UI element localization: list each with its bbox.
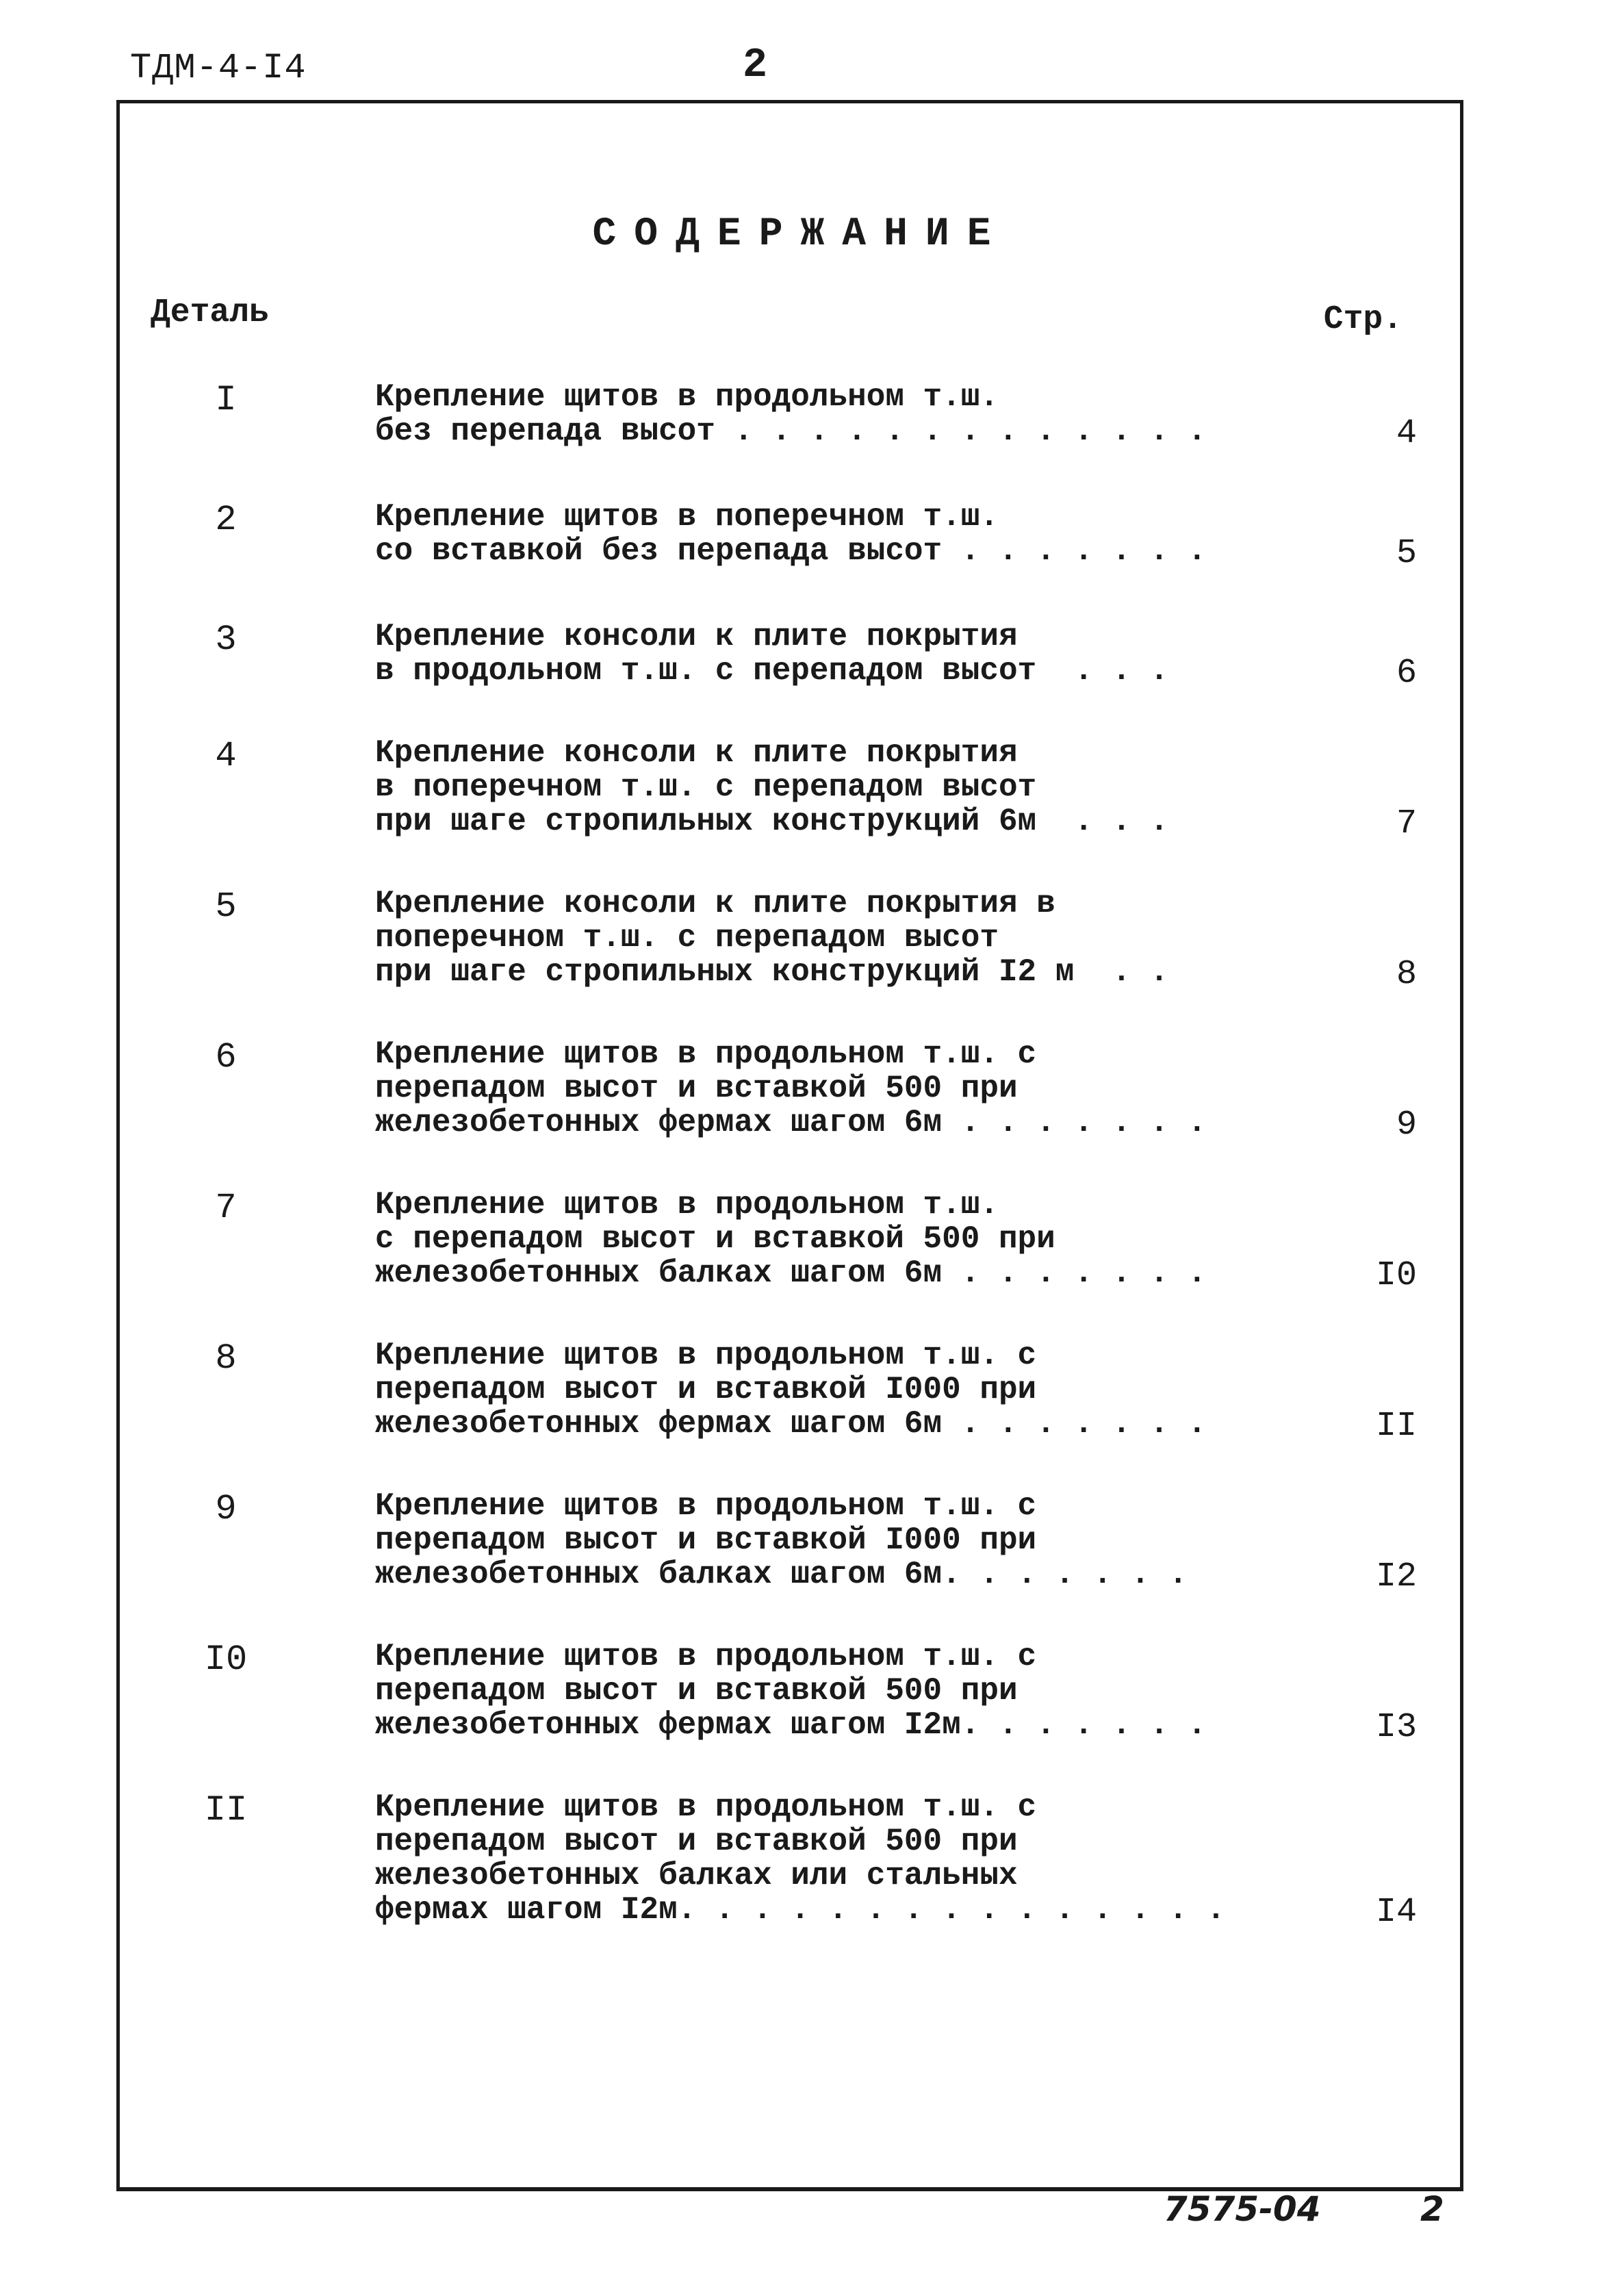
toc-entry-number: 9	[215, 1489, 237, 1529]
toc-entry-text	[375, 736, 1292, 839]
toc-entry-line: поперечном т.ш. с перепадом высот	[375, 920, 999, 956]
toc-entry-line: фермах шагом I2м. . . . . . . . . . . . . . .	[375, 1892, 1226, 1928]
toc-entry-line: железобетонных фермах шагом 6м . . . . . . .	[375, 1406, 1207, 1442]
toc-entry-text	[375, 500, 1292, 568]
toc-entry-text	[375, 1338, 1292, 1441]
toc-entry-number: 8	[215, 1338, 237, 1379]
toc-entry-line: перепадом высот и вставкой 500 при	[375, 1824, 1018, 1859]
toc-entry-page: I3	[1375, 1708, 1417, 1747]
toc-entry-line: Крепление щитов в продольном т.ш.	[375, 1187, 999, 1223]
sheet-number: 2	[743, 42, 768, 89]
page-title: СОДЕРЖАНИЕ	[592, 212, 1009, 257]
toc-entry-text	[375, 1790, 1292, 1927]
toc-entry-line: Крепление щитов в продольном т.ш. с	[375, 1639, 1037, 1674]
toc-entry-line: перепадом высот и вставкой 500 при	[375, 1071, 1018, 1106]
toc-entry-text	[375, 1188, 1292, 1290]
toc-entry-text	[375, 620, 1292, 688]
toc-entry-text	[375, 886, 1292, 989]
toc-entry-line: перепадом высот и вставкой I000 при	[375, 1372, 1037, 1407]
toc-entry-page: 4	[1396, 414, 1417, 453]
toc-entry-line: железобетонных балках шагом 6м . . . . . . .	[375, 1255, 1207, 1291]
toc-entry-line: перепадом высот и вставкой I000 при	[375, 1522, 1037, 1558]
toc-entry-page: I4	[1375, 1893, 1417, 1932]
toc-entry-number: 4	[215, 736, 237, 776]
toc-entry-text	[375, 1489, 1292, 1592]
toc-entry-text	[375, 1640, 1292, 1742]
toc-entry-line: Крепление щитов в поперечном т.ш.	[375, 499, 999, 535]
toc-entry-line: Крепление щитов в продольном т.ш.	[375, 379, 999, 415]
toc-entry-page: 7	[1396, 804, 1417, 843]
toc-entry-line: Крепление консоли к плите покрытия в	[375, 886, 1055, 921]
toc-entry-line: Крепление консоли к плите покрытия	[375, 619, 1018, 654]
toc-entry-line: Крепление щитов в продольном т.ш. с	[375, 1338, 1037, 1373]
toc-entry-page: I0	[1375, 1256, 1417, 1295]
toc-entry-page: 9	[1396, 1106, 1417, 1145]
toc-entry-page: I2	[1375, 1557, 1417, 1596]
toc-entry-page: 8	[1396, 955, 1417, 994]
archive-sheet-number: 2	[1420, 2189, 1444, 2229]
toc-entry-line: без перепада высот . . . . . . . . . . . . .	[375, 413, 1207, 449]
toc-entry-line: железобетонных балках или стальных	[375, 1858, 1018, 1893]
toc-entry-line: со вставкой без перепада высот . . . . . . .	[375, 533, 1207, 569]
toc-entry-line: Крепление консоли к плите покрытия	[375, 735, 1018, 771]
toc-entry-page: II	[1375, 1407, 1417, 1446]
toc-entry-number: I	[215, 380, 237, 420]
document-code: ТДМ-4-I4	[130, 48, 307, 88]
toc-entry-text	[375, 1037, 1292, 1140]
toc-entry-line: в продольном т.ш. с перепадом высот . . .	[375, 653, 1169, 689]
toc-entry-number: I0	[204, 1640, 248, 1680]
toc-entry-line: с перепадом высот и вставкой 500 при	[375, 1221, 1055, 1257]
toc-entry-line: железобетонных балках шагом 6м. . . . . . .	[375, 1557, 1188, 1592]
toc-entry-line: при шаге стропильных конструкций I2 м . .	[375, 954, 1169, 990]
toc-entry-line: Крепление щитов в продольном т.ш. с	[375, 1036, 1037, 1072]
toc-entry-number: 2	[215, 500, 237, 540]
column-header-page: Стр.	[1323, 301, 1403, 338]
toc-entry-number: 3	[215, 620, 237, 660]
archive-number: 7575-04	[1164, 2189, 1321, 2229]
column-header-detail: Деталь	[151, 294, 269, 331]
toc-entry-line: железобетонных фермах шагом I2м. . . . . . .	[375, 1707, 1207, 1743]
toc-entry-line: в поперечном т.ш. с перепадом высот	[375, 769, 1037, 805]
toc-entry-text	[375, 380, 1292, 448]
toc-entry-line: перепадом высот и вставкой 500 при	[375, 1673, 1018, 1709]
toc-entry-page: 5	[1396, 534, 1417, 573]
toc-entry-line: при шаге стропильных конструкций 6м . . .	[375, 804, 1169, 839]
toc-entry-number: 7	[215, 1188, 237, 1228]
toc-entry-number: 5	[215, 886, 237, 927]
toc-entry-line: Крепление щитов в продольном т.ш. с	[375, 1789, 1037, 1825]
toc-entry-page: 6	[1396, 654, 1417, 693]
toc-entry-number: II	[204, 1790, 248, 1831]
toc-entry-line: железобетонных фермах шагом 6м . . . . . . .	[375, 1105, 1207, 1140]
toc-entry-line: Крепление щитов в продольном т.ш. с	[375, 1488, 1037, 1524]
toc-entry-number: 6	[215, 1037, 237, 1077]
